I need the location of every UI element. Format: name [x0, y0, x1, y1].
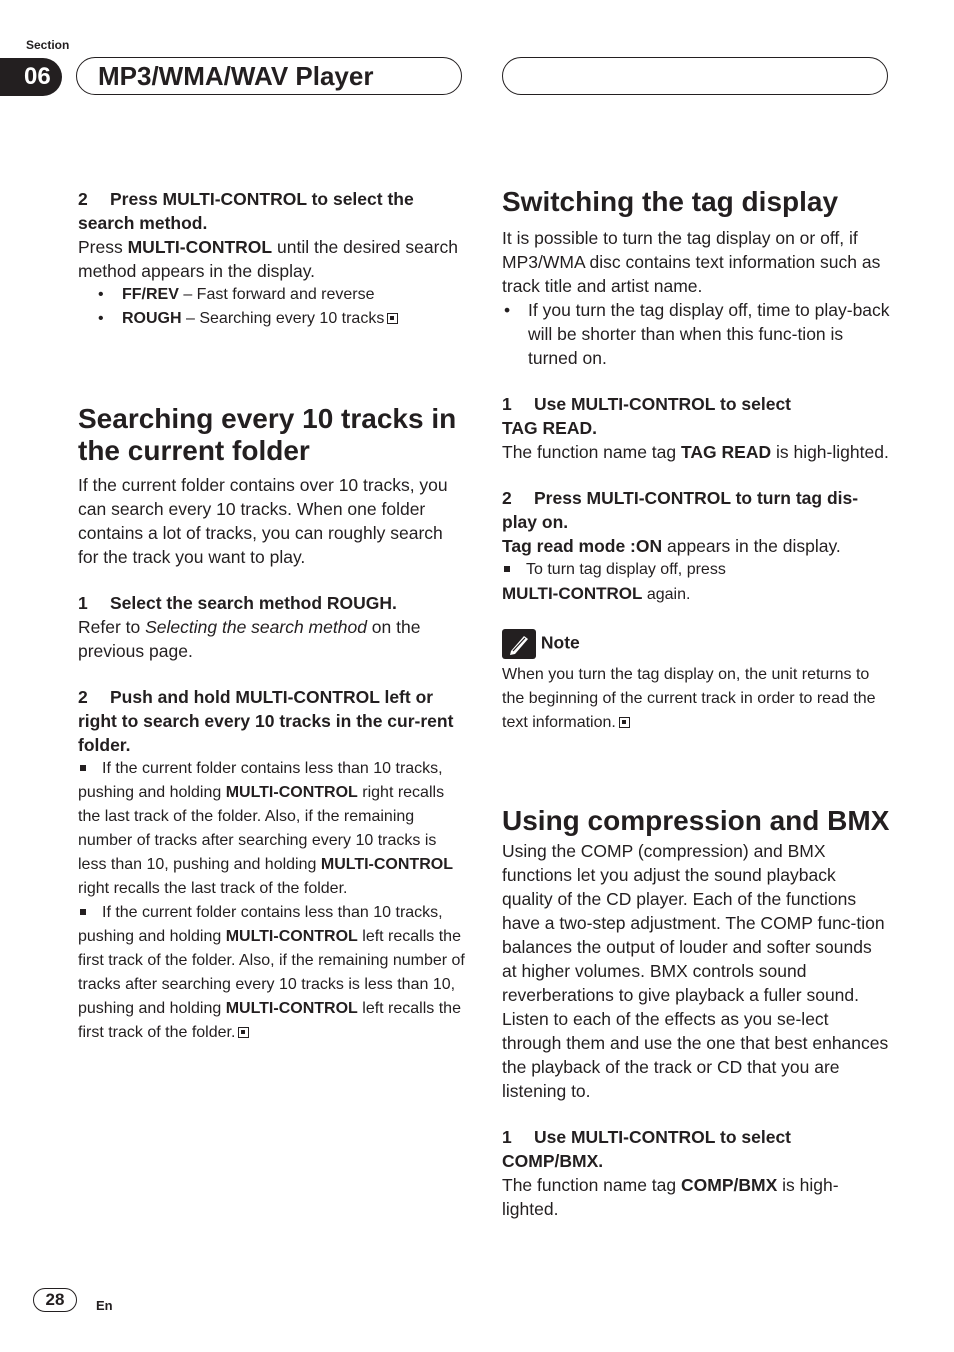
right-column: [502, 186, 890, 1221]
step-body: [502, 1173, 890, 1221]
step-heading: [502, 392, 890, 440]
section-heading: Switching the tag display: [502, 186, 839, 217]
note-heading: [502, 629, 890, 659]
step-heading: [78, 187, 466, 235]
end-mark-icon: [238, 1027, 249, 1038]
note-text: [502, 663, 890, 735]
step-body: [502, 440, 890, 464]
bold-term: MULTI-CONTROL: [225, 928, 358, 945]
note-pencil-icon: [502, 629, 536, 659]
bold-term: MULTI-CONTROL: [225, 784, 358, 801]
step-body: [78, 235, 466, 283]
text: – Fast forward and reverse: [178, 286, 375, 303]
bold-term: MULTI-CONTROL: [502, 584, 643, 603]
text: If the current folder contains less than 10 tracks, pushing and holding: [78, 760, 443, 801]
text: Refer to: [78, 617, 146, 637]
square-bullet-icon: [504, 566, 510, 572]
page-number: 28: [33, 1288, 77, 1312]
bold-term: Tag read mode :ON: [502, 536, 663, 556]
step-heading: [78, 685, 466, 757]
section-intro: It is possible to turn the tag display on or off, if MP3/WMA disc contains text information such as track title and artist name.: [502, 228, 881, 296]
reference: Selecting the search method: [145, 617, 367, 637]
bold-term: FF/REV: [122, 286, 179, 303]
text: Press: [78, 237, 128, 257]
step-heading: [502, 1125, 890, 1173]
text: When you turn the tag display on, the unit returns to the beginning of the current track in order to read the text information.: [502, 666, 876, 731]
square-bullet-icon: [80, 909, 86, 915]
text: left recalls the first track of the folder. Also, if the remaining number of tracks after searching every 10 tracks is less than 10, pushing and holding: [78, 928, 465, 1017]
list-item: [78, 307, 466, 331]
bold-term: MULTI-CONTROL: [127, 237, 273, 257]
text: on the previous page.: [78, 617, 421, 661]
text: right recalls the last track of the folder. Also, if the remaining number of tracks after searching every 10 tracks is less than 10, pushing and holding: [78, 784, 445, 873]
left-column: [78, 187, 466, 1045]
text: The function name tag: [502, 442, 681, 462]
end-mark-icon: [619, 717, 630, 728]
text: right recalls the last track of the folder.: [78, 880, 348, 897]
step-number: 1: [78, 593, 88, 613]
text: appears in the display.: [662, 536, 841, 556]
text: is high-lighted.: [771, 442, 889, 462]
header-empty-frame: [502, 57, 888, 95]
text: If the current folder contains less than 10 tracks, pushing and holding: [78, 904, 443, 945]
text: is high-lighted.: [502, 1175, 839, 1219]
section-label: Section: [26, 38, 70, 52]
section-intro: Using the COMP (compression) and BMX functions let you adjust the sound playback quality of the CD player. Each of the functions have a two-step adjustment. The COMP func-tion balances the output of louder and softer sounds at higher volumes. BMX controls sound reverberations to give playback a fuller sound. Listen to each of the effects as you se-lect through them and use the one that best enhances the playback of the track or CD that you are listening to.: [502, 841, 889, 1101]
step-heading: [78, 591, 466, 615]
step-title: Select the search method ROUGH.: [110, 593, 397, 613]
step-heading: [502, 486, 890, 534]
bold-term: MULTI-CONTROL: [225, 1000, 358, 1017]
step-title: Press MULTI-CONTROL to select the: [110, 189, 414, 209]
note-label: Note: [540, 632, 580, 653]
end-mark-icon: [387, 313, 398, 324]
step-number: 2: [78, 189, 88, 209]
step-title-cont: search method.: [78, 213, 208, 233]
step-title: Use MULTI-CONTROL to select: [534, 394, 792, 414]
step-number: 2: [502, 488, 512, 508]
step-title-cont: TAG READ.: [502, 418, 597, 438]
text: again.: [642, 586, 691, 603]
list-item: [78, 283, 466, 307]
list-item: • If you turn the tag display off, time to play-back will be shorter than when this func-tion is turned on.: [502, 298, 890, 370]
step-number: 2: [78, 687, 88, 707]
note-paragraph: [78, 757, 466, 901]
note-paragraph: [78, 901, 466, 1045]
section-intro: If the current folder contains over 10 tracks, you can search every 10 tracks. When one folder contains a lot of tracks, you can roughly search for the track you want to play.: [78, 475, 448, 567]
bold-term: COMP/BMX: [681, 1175, 778, 1195]
step-title-cont: COMP/BMX.: [502, 1151, 604, 1171]
section-number: 06: [0, 58, 62, 96]
section-heading: Using compression and BMX: [502, 805, 890, 836]
note-paragraph: [502, 558, 890, 607]
text: until the desired search method appears in the display.: [78, 237, 458, 281]
step-title: Press MULTI-CONTROL to turn tag dis-play on.: [502, 488, 859, 532]
step-body: [78, 615, 466, 663]
text: The function name tag: [502, 1175, 681, 1195]
text: – Searching every 10 tracks: [181, 310, 385, 327]
text: To turn tag display off, press: [526, 561, 726, 578]
step-number: 1: [502, 1127, 512, 1147]
language-label: En: [96, 1298, 113, 1313]
step-title: Use MULTI-CONTROL to select: [534, 1127, 792, 1147]
step-body: [502, 534, 890, 558]
bold-term: ROUGH: [122, 310, 182, 327]
bold-term: MULTI-CONTROL: [320, 856, 453, 873]
square-bullet-icon: [80, 765, 86, 771]
section-heading: Searching every 10 tracks in the current folder: [78, 403, 457, 466]
text: left recalls the first track of the folder.: [78, 1000, 461, 1041]
step-title: Push and hold MULTI-CONTROL left or right to search every 10 tracks in the cur-rent folder.: [78, 687, 454, 755]
step-number: 1: [502, 394, 512, 414]
page-title: MP3/WMA/WAV Player: [98, 61, 374, 91]
bold-term: TAG READ: [681, 442, 772, 462]
